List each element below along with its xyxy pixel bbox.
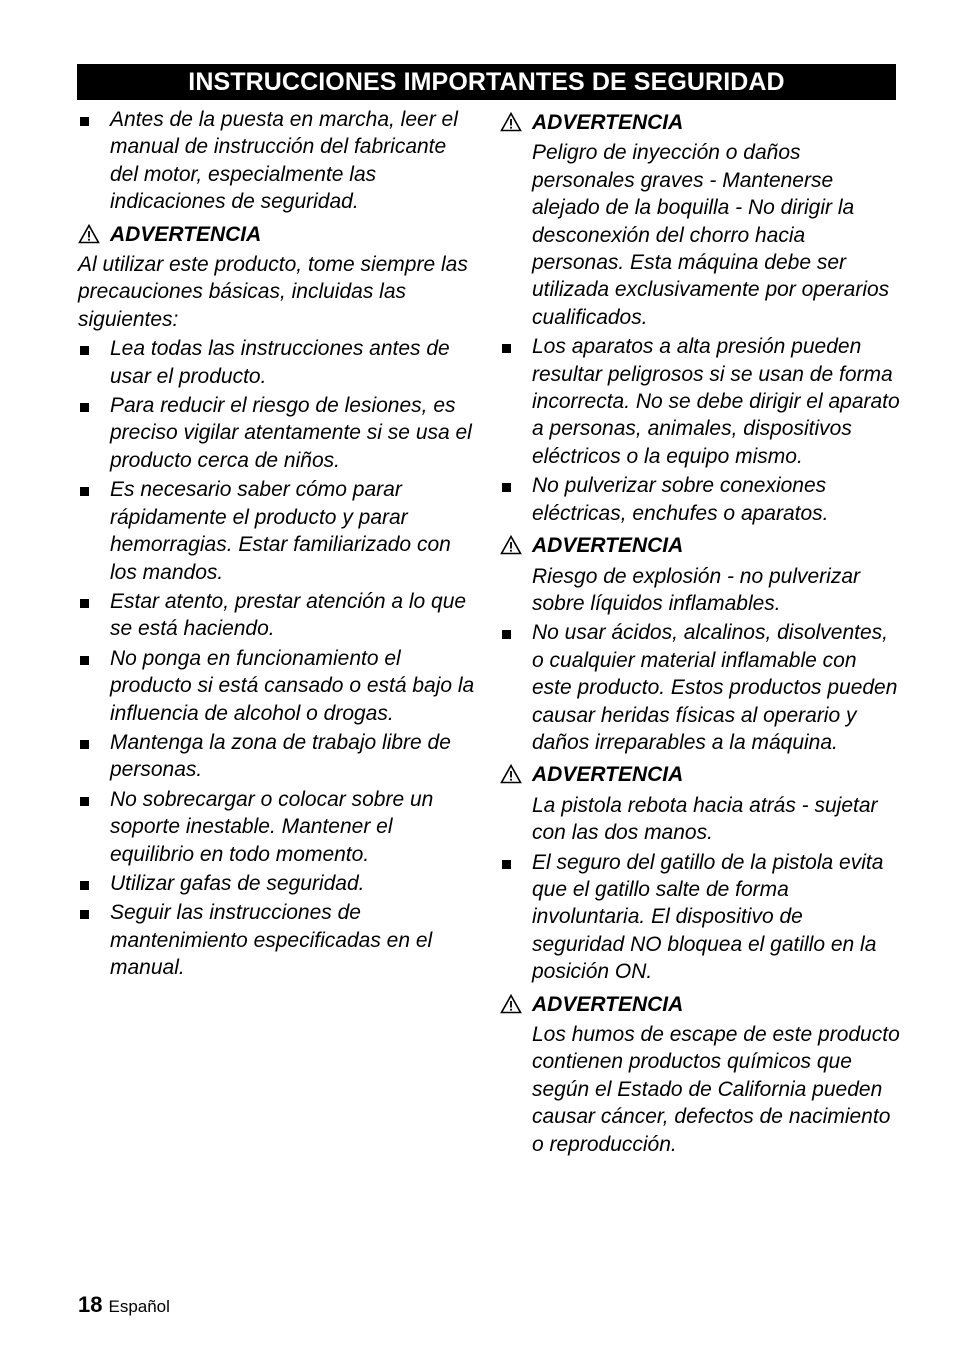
square-bullet-icon — [80, 656, 89, 665]
square-bullet-icon — [80, 487, 89, 496]
warning-heading: ADVERTENCIA — [500, 991, 900, 1018]
square-bullet-icon — [80, 403, 89, 412]
square-bullet-icon — [502, 344, 511, 353]
left-column — [78, 106, 478, 984]
right-column — [500, 109, 900, 1160]
list-item: Seguir las instrucciones de mantenimiento especificadas en el manual. — [78, 899, 478, 981]
page-footer — [78, 1292, 170, 1318]
section-title-text: INSTRUCCIONES IMPORTANTES DE SEGURIDAD — [188, 67, 785, 96]
list-item: No usar ácidos, alcalinos, disolventes, o cualquier material inflamable con este producto. Estos productos pueden causar heridas físicas al operario y daños irreparables a la máquina. — [500, 619, 900, 756]
list-item: El seguro del gatillo de la pistola evita que el gatillo salte de forma involuntaria. El dispositivo de seguridad NO bloquea el gatillo en la posición ON. — [500, 849, 900, 986]
warning-heading: ADVERTENCIA — [500, 761, 900, 788]
list-item: Mantenga la zona de trabajo libre de personas. — [78, 729, 478, 784]
list-item: No pulverizar sobre conexiones eléctricas, enchufes o aparatos. — [500, 472, 900, 527]
warning-text: La pistola rebota hacia atrás - sujetar con las dos manos. — [532, 793, 878, 845]
square-bullet-icon — [502, 483, 511, 492]
list-item: No ponga en funcionamiento el producto si está cansado o está bajo la influencia de alcohol o drogas. — [78, 645, 478, 727]
warning-text: Al utilizar este producto, tome siempre las precauciones básicas, incluidas las siguientes: — [78, 253, 468, 331]
list-item: Los aparatos a alta presión pueden resultar peligrosos si se usan de forma incorrecta. No se debe dirigir el aparato a personas, animales, dispositivos eléctricos o la equipo mismo. — [500, 333, 900, 470]
warning-text: Los humos de escape de este producto contienen productos químicos que según el Estado de California pueden causar cáncer, defectos de nacimiento o reproducción. — [532, 1023, 900, 1156]
warning-triangle-icon — [78, 224, 100, 244]
square-bullet-icon — [502, 860, 511, 869]
warning-heading: ADVERTENCIA — [78, 221, 478, 248]
list-item: Utilizar gafas de seguridad. — [78, 870, 478, 897]
list-item: Lea todas las instrucciones antes de usar el producto. — [78, 335, 478, 390]
square-bullet-icon — [80, 881, 89, 890]
warning-text: Peligro de inyección o daños personales graves - Mantenerse alejado de la boquilla - No dirigir la desconexión del chorro hacia personas. Esta máquina debe ser utilizada exclusivamente por operarios cualificados. — [532, 141, 890, 329]
square-bullet-icon — [80, 599, 89, 608]
list-item: No sobrecargar o colocar sobre un soporte inestable. Mantener el equilibrio en todo momento. — [78, 786, 478, 868]
list-item: Para reducir el riesgo de lesiones, es preciso vigilar atentamente si se usa el producto cerca de niños. — [78, 392, 478, 474]
square-bullet-icon — [80, 117, 89, 126]
square-bullet-icon — [502, 630, 511, 639]
section-title — [77, 64, 896, 100]
footer-language: Español — [108, 1297, 170, 1316]
warning-triangle-icon — [500, 112, 522, 132]
warning-triangle-icon — [500, 994, 522, 1014]
warning-heading: ADVERTENCIA — [500, 532, 900, 559]
square-bullet-icon — [80, 910, 89, 919]
list-item: Antes de la puesta en marcha, leer el manual de instrucción del fabricante del motor, especialmente las indicaciones de seguridad. — [78, 106, 478, 216]
warning-text: Riesgo de explosión - no pulverizar sobre líquidos inflamables. — [532, 564, 861, 615]
warning-triangle-icon — [500, 764, 522, 784]
square-bullet-icon — [80, 740, 89, 749]
square-bullet-icon — [80, 346, 89, 355]
warning-triangle-icon — [500, 535, 522, 555]
list-item: Es necesario saber cómo parar rápidamente el producto y parar hemorragias. Estar familiarizado con los mandos. — [78, 476, 478, 586]
square-bullet-icon — [80, 797, 89, 806]
page-number: 18 — [78, 1292, 103, 1317]
list-item: Estar atento, prestar atención a lo que se está haciendo. — [78, 588, 478, 643]
warning-heading: ADVERTENCIA — [500, 109, 900, 136]
